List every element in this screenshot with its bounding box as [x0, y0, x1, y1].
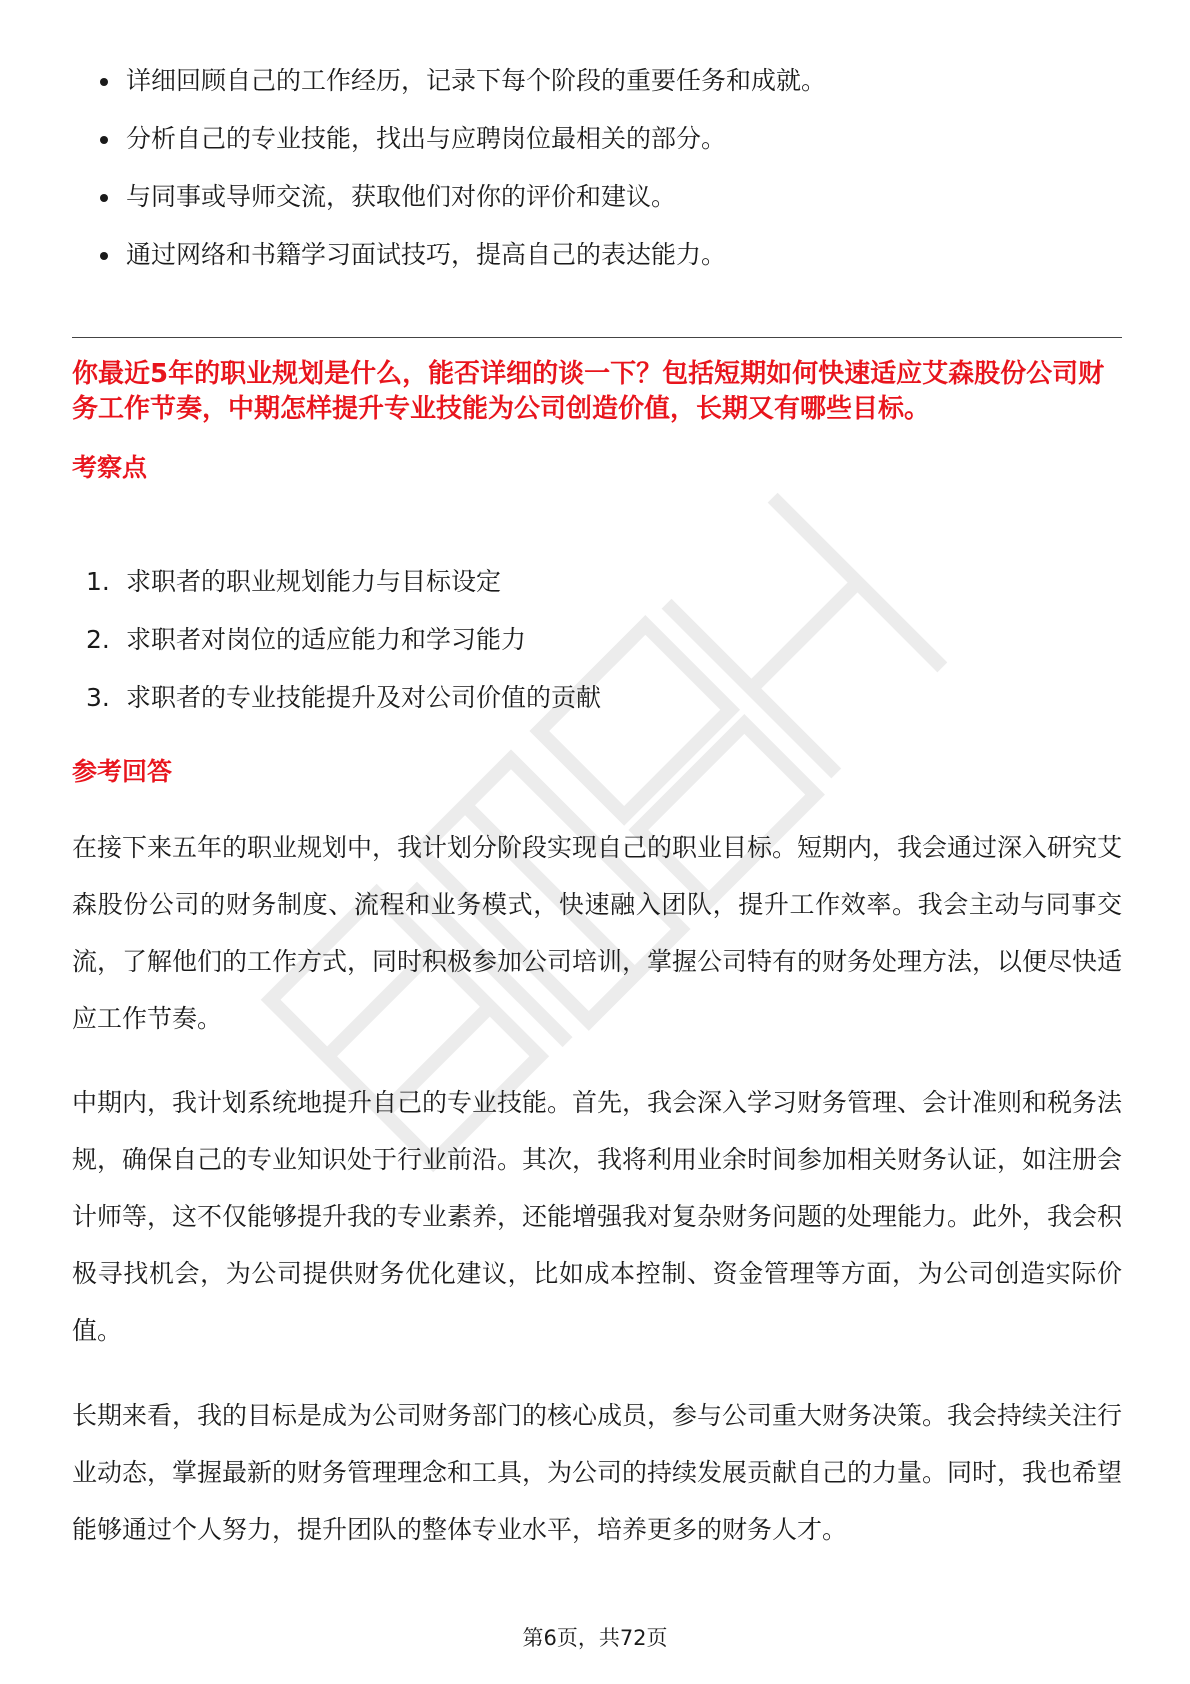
list-item: 与同事或导师交流，获取他们对你的评价和建议。: [72, 168, 1122, 226]
list-item: 详细回顾自己的工作经历，记录下每个阶段的重要任务和成就。: [72, 52, 1122, 110]
bullet-dot: [100, 78, 108, 86]
list-item: 2. 求职者对岗位的适应能力和学习能力: [86, 625, 527, 654]
interview-question: 你最近5年的职业规划是什么，能否详细的谈一下？包括短期如何快速适应艾森股份公司财务工作节奏，中期怎样提升专业技能为公司创造价值，长期又有哪些目标。: [72, 359, 1105, 424]
answer-paragraph-short-term: 在接下来五年的职业规划中，我计划分阶段实现自己的职业目标。短期内，我会通过深入研究艾森股份公司的财务制度、流程和业务模式，快速融入团队，提升工作效率。我会主动与同事交流，了解他们的工作方式，同时积极参加公司培训，掌握公司特有的财务处理方法，以便尽快适应工作节奏。: [72, 833, 1123, 1033]
list-item: 通过网络和书籍学习面试技巧，提高自己的表达能力。: [72, 226, 1122, 284]
list-item: 3. 求职者的专业技能提升及对公司价值的贡献: [86, 683, 602, 712]
page-number-footer: 第6页，共72页: [522, 1626, 668, 1650]
bullet-dot: [100, 194, 108, 202]
list-item: 分析自己的专业技能，找出与应聘岗位最相关的部分。: [72, 110, 1122, 168]
answer-paragraph-mid-term: 中期内，我计划系统地提升自己的专业技能。首先，我会深入学习财务管理、会计准则和税务法规，确保自己的专业知识处于行业前沿。其次，我将利用业余时间参加相关财务认证，如注册会计师等，这不仅能够提升我的专业素养，还能增强我对复杂财务问题的处理能力。此外，我会积极寻找机会，为公司提供财务优化建议，比如成本控制、资金管理等方面，为公司创造实际价值。: [72, 1088, 1123, 1345]
bullet-dot: [100, 136, 108, 144]
list-item: 1. 求职者的职业规划能力与目标设定: [86, 567, 502, 596]
answer-paragraph-long-term: 长期来看，我的目标是成为公司财务部门的核心成员，参与公司重大财务决策。我会持续关注行业动态，掌握最新的财务管理理念和工具，为公司的持续发展贡献自己的力量。同时，我也希望能够通过个人努力，提升团队的整体专业水平，培养更多的财务人才。: [72, 1401, 1123, 1544]
examine-points-heading: 考察点: [72, 453, 148, 482]
intro-bullet-list: [72, 52, 1122, 284]
bullet-dot: [100, 252, 108, 260]
reference-answer-heading: 参考回答: [72, 757, 173, 786]
section-divider: [72, 337, 1122, 338]
examine-points-list: [72, 553, 1122, 727]
